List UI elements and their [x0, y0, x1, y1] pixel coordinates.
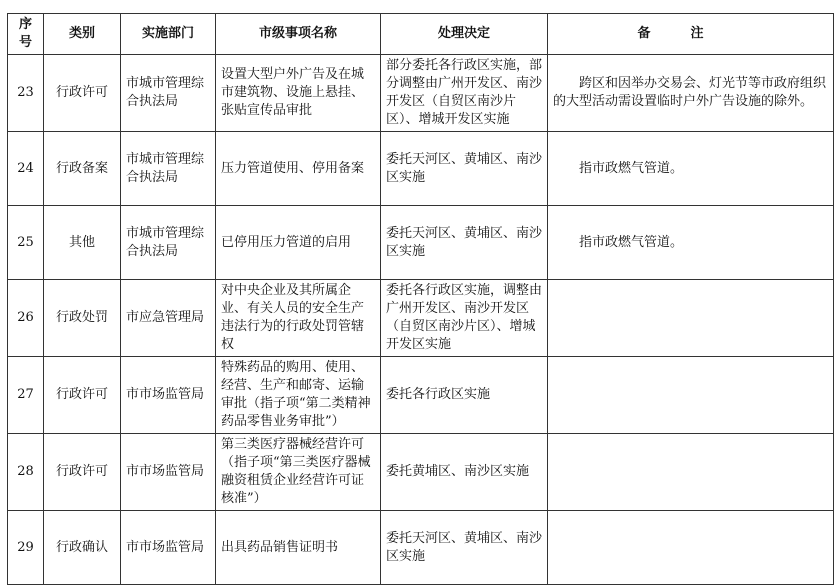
cell-dept: 市应急管理局 [121, 280, 216, 357]
table-row [8, 206, 834, 280]
header-dept: 实施部门 [121, 14, 216, 55]
table-row [8, 55, 834, 132]
cell-category: 行政处罚 [44, 280, 121, 357]
cell-dept: 市市场监管局 [121, 511, 216, 585]
table-row [8, 434, 834, 511]
cell-decision: 部分委托各行政区实施，部分调整由广州开发区、南沙开发区（自贸区南沙片区）、增城开发区实施 [381, 55, 548, 132]
cell-category: 其他 [44, 206, 121, 280]
cell-note [548, 280, 834, 357]
cell-note [548, 434, 834, 511]
cell-category: 行政许可 [44, 55, 121, 132]
table-body [8, 55, 834, 585]
cell-decision: 委托天河区、黄埔区、南沙区实施 [381, 132, 548, 206]
header-num: 序号 [8, 14, 44, 55]
cell-num: 23 [8, 55, 44, 132]
cell-decision: 委托天河区、黄埔区、南沙区实施 [381, 206, 548, 280]
table-row [8, 511, 834, 585]
document-page [7, 13, 834, 585]
cell-decision: 委托各行政区实施，调整由广州开发区、南沙开发区（自贸区南沙片区）、增城开发区实施 [381, 280, 548, 357]
cell-item: 对中央企业及其所属企业、有关人员的安全生产违法行为的行政处罚管辖权 [216, 280, 381, 357]
table-header [8, 14, 834, 55]
header-note-label: 备注 [637, 26, 744, 41]
cell-dept: 市城市管理综合执法局 [121, 132, 216, 206]
matters-table [7, 13, 834, 585]
cell-decision: 委托天河区、黄埔区、南沙区实施 [381, 511, 548, 585]
cell-num: 24 [8, 132, 44, 206]
cell-num: 26 [8, 280, 44, 357]
cell-note: 指市政燃气管道。 [548, 132, 834, 206]
header-row [8, 14, 834, 55]
cell-num: 25 [8, 206, 44, 280]
cell-note: 指市政燃气管道。 [548, 206, 834, 280]
cell-dept: 市市场监管局 [121, 357, 216, 434]
cell-dept: 市市场监管局 [121, 434, 216, 511]
cell-item: 特殊药品的购用、使用、经营、生产和邮寄、运输审批（指子项“第二类精神药品零售业务审批”） [216, 357, 381, 434]
cell-note [548, 357, 834, 434]
cell-num: 27 [8, 357, 44, 434]
cell-category: 行政备案 [44, 132, 121, 206]
cell-decision: 委托各行政区实施 [381, 357, 548, 434]
cell-dept: 市城市管理综合执法局 [121, 55, 216, 132]
table-row [8, 357, 834, 434]
cell-note: 跨区和因举办交易会、灯光节等市政府组织的大型活动需设置临时户外广告设施的除外。 [548, 55, 834, 132]
cell-note [548, 511, 834, 585]
header-note [548, 14, 834, 55]
header-category: 类别 [44, 14, 121, 55]
cell-decision: 委托黄埔区、南沙区实施 [381, 434, 548, 511]
cell-item: 已停用压力管道的启用 [216, 206, 381, 280]
cell-category: 行政确认 [44, 511, 121, 585]
cell-item: 第三类医疗器械经营许可（指子项“第三类医疗器械融资租赁企业经营许可证核准”） [216, 434, 381, 511]
cell-num: 29 [8, 511, 44, 585]
cell-item: 设置大型户外广告及在城市建筑物、设施上悬挂、张贴宣传品审批 [216, 55, 381, 132]
cell-category: 行政许可 [44, 357, 121, 434]
cell-num: 28 [8, 434, 44, 511]
table-row [8, 280, 834, 357]
header-item: 市级事项名称 [216, 14, 381, 55]
cell-dept: 市城市管理综合执法局 [121, 206, 216, 280]
table-row [8, 132, 834, 206]
cell-item: 压力管道使用、停用备案 [216, 132, 381, 206]
header-decision: 处理决定 [381, 14, 548, 55]
cell-item: 出具药品销售证明书 [216, 511, 381, 585]
cell-category: 行政许可 [44, 434, 121, 511]
